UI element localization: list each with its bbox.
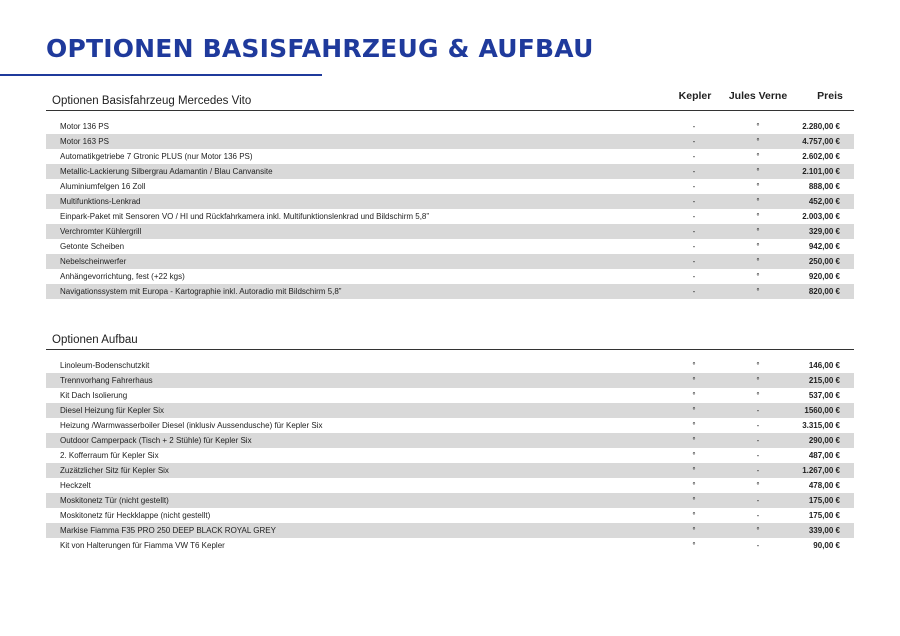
option-price: 4.757,00 € [802, 137, 840, 146]
jules-verne-availability: ° [756, 212, 760, 221]
option-price: 942,00 € [808, 242, 840, 251]
column-header-preis: Preis [817, 90, 843, 102]
option-label: Markise Fiamma F35 PRO 250 DEEP BLACK ROYAL GREY [60, 526, 276, 535]
kepler-availability: ° [692, 391, 696, 400]
title-underline [0, 74, 322, 76]
option-price: 820,00 € [808, 287, 840, 296]
option-price: 2.101,00 € [802, 167, 840, 176]
option-price: 215,00 € [808, 376, 840, 385]
table-row [46, 269, 854, 284]
kepler-availability: ° [692, 421, 696, 430]
option-label: Kit von Halterungen für Fiamma VW T6 Kepler [60, 541, 225, 550]
option-label: Moskitonetz Tür (nicht gestellt) [60, 496, 169, 505]
option-label: Kit Dach Isolierung [60, 391, 128, 400]
table-row [46, 254, 854, 269]
kepler-availability: - [692, 212, 696, 221]
kepler-availability: ° [692, 361, 696, 370]
jules-verne-availability: ° [756, 272, 760, 281]
table-row [46, 373, 854, 388]
option-label: 2. Kofferraum für Kepler Six [60, 451, 159, 460]
option-label: Zuzätzlicher Sitz für Kepler Six [60, 466, 169, 475]
option-label: Metallic-Lackierung Silbergrau Adamantin / Blau Canvansite [60, 167, 273, 176]
table-row [46, 134, 854, 149]
option-price: 478,00 € [808, 481, 840, 490]
option-price: 290,00 € [808, 436, 840, 445]
jules-verne-availability: ° [756, 167, 760, 176]
kepler-availability: ° [692, 541, 696, 550]
jules-verne-availability: ° [756, 227, 760, 236]
option-price: 329,00 € [808, 227, 840, 236]
option-price: 250,00 € [808, 257, 840, 266]
jules-verne-availability: ° [756, 376, 760, 385]
option-price: 2.602,00 € [802, 152, 840, 161]
kepler-availability: ° [692, 376, 696, 385]
jules-verne-availability: ° [756, 481, 760, 490]
jules-verne-availability: ° [756, 197, 760, 206]
option-label: Einpark-Paket mit Sensoren VO / HI und Rückfahrkamera inkl. Multifunktionslenkrad und Bildschirm 5,8” [60, 212, 430, 221]
option-price: 537,00 € [808, 391, 840, 400]
table-row [46, 403, 854, 418]
jules-verne-availability: - [756, 466, 760, 475]
kepler-availability: - [692, 272, 696, 281]
option-price: 487,00 € [808, 451, 840, 460]
option-price: 90,00 € [813, 541, 840, 550]
kepler-availability: - [692, 257, 696, 266]
kepler-availability: ° [692, 481, 696, 490]
kepler-availability: ° [692, 451, 696, 460]
kepler-availability: - [692, 167, 696, 176]
table-row [46, 448, 854, 463]
option-price: 146,00 € [808, 361, 840, 370]
table-row [46, 508, 854, 523]
table-row [46, 149, 854, 164]
section-title: Optionen Basisfahrzeug Mercedes Vito [46, 92, 854, 111]
kepler-availability: ° [692, 406, 696, 415]
kepler-availability: ° [692, 511, 696, 520]
table-row [46, 493, 854, 508]
option-label: Getonte Scheiben [60, 242, 125, 251]
table-row [46, 358, 854, 373]
option-label: Verchromter Kühlergrill [60, 227, 142, 236]
kepler-availability: - [692, 137, 696, 146]
kepler-availability: - [692, 227, 696, 236]
section-title: Optionen Aufbau [46, 331, 854, 350]
jules-verne-availability: ° [756, 182, 760, 191]
option-label: Navigationssystem mit Europa - Kartographie inkl. Autoradio mit Bildschirm 5,8” [60, 287, 342, 296]
table-row [46, 418, 854, 433]
options-table [46, 358, 854, 553]
table-row [46, 239, 854, 254]
kepler-availability: ° [692, 496, 696, 505]
table-row [46, 388, 854, 403]
table-row [46, 194, 854, 209]
kepler-availability: ° [692, 526, 696, 535]
section-aufbau [46, 331, 854, 553]
jules-verne-availability: ° [756, 242, 760, 251]
option-label: Multifunktions-Lenkrad [60, 197, 141, 206]
jules-verne-availability: - [756, 406, 760, 415]
jules-verne-availability: - [756, 496, 760, 505]
option-label: Diesel Heizung für Kepler Six [60, 406, 165, 415]
option-label: Heizung /Warmwasserboiler Diesel (inklusiv Aussendusche) für Kepler Six [60, 421, 323, 430]
kepler-availability: ° [692, 436, 696, 445]
option-label: Nebelscheinwerfer [60, 257, 127, 266]
jules-verne-availability: ° [756, 257, 760, 266]
table-row [46, 463, 854, 478]
kepler-availability: - [692, 152, 696, 161]
kepler-availability: - [692, 122, 696, 131]
option-label: Aluminiumfelgen 16 Zoll [60, 182, 146, 191]
option-price: 452,00 € [808, 197, 840, 206]
jules-verne-availability: - [756, 421, 760, 430]
table-row [46, 433, 854, 448]
option-price: 175,00 € [808, 511, 840, 520]
table-row [46, 164, 854, 179]
table-row [46, 284, 854, 299]
jules-verne-availability: ° [756, 287, 760, 296]
option-label: Trennvorhang Fahrerhaus [60, 376, 153, 385]
option-price: 920,00 € [808, 272, 840, 281]
jules-verne-availability: - [756, 511, 760, 520]
jules-verne-availability: ° [756, 391, 760, 400]
table-row [46, 523, 854, 538]
option-price: 1560,00 € [804, 406, 840, 415]
option-label: Outdoor Camperpack (Tisch + 2 Stühle) für Kepler Six [60, 436, 252, 445]
table-row [46, 538, 854, 553]
kepler-availability: - [692, 287, 696, 296]
section-basisfahrzeug [46, 92, 854, 299]
kepler-availability: - [692, 182, 696, 191]
option-label: Automatikgetriebe 7 Gtronic PLUS (nur Motor 136 PS) [60, 152, 253, 161]
table-row [46, 224, 854, 239]
table-row [46, 478, 854, 493]
table-row [46, 209, 854, 224]
jules-verne-availability: ° [756, 526, 760, 535]
kepler-availability: ° [692, 466, 696, 475]
column-header-kepler: Kepler [678, 90, 712, 102]
jules-verne-availability: - [756, 451, 760, 460]
jules-verne-availability: ° [756, 361, 760, 370]
table-row [46, 119, 854, 134]
option-label: Anhängevorrichtung, fest (+22 kgs) [60, 272, 185, 281]
option-label: Motor 163 PS [60, 137, 109, 146]
options-table [46, 119, 854, 299]
page-title: OPTIONEN BASISFAHRZEUG & AUFBAU [46, 34, 594, 63]
option-label: Heckzelt [60, 481, 91, 490]
option-price: 2.003,00 € [802, 212, 840, 221]
kepler-availability: - [692, 242, 696, 251]
jules-verne-availability: - [756, 436, 760, 445]
kepler-availability: - [692, 197, 696, 206]
option-label: Motor 136 PS [60, 122, 109, 131]
option-label: Moskitonetz für Heckklappe (nicht gestellt) [60, 511, 211, 520]
jules-verne-availability: ° [756, 137, 760, 146]
option-price: 2.280,00 € [802, 122, 840, 131]
jules-verne-availability: - [756, 541, 760, 550]
jules-verne-availability: ° [756, 152, 760, 161]
table-row [46, 179, 854, 194]
option-price: 3.315,00 € [802, 421, 840, 430]
option-label: Linoleum-Bodenschutzkit [60, 361, 150, 370]
column-header-jules-verne: Jules Verne [728, 90, 788, 102]
option-price: 888,00 € [808, 182, 840, 191]
option-price: 175,00 € [808, 496, 840, 505]
option-price: 339,00 € [808, 526, 840, 535]
jules-verne-availability: ° [756, 122, 760, 131]
option-price: 1.267,00 € [802, 466, 840, 475]
